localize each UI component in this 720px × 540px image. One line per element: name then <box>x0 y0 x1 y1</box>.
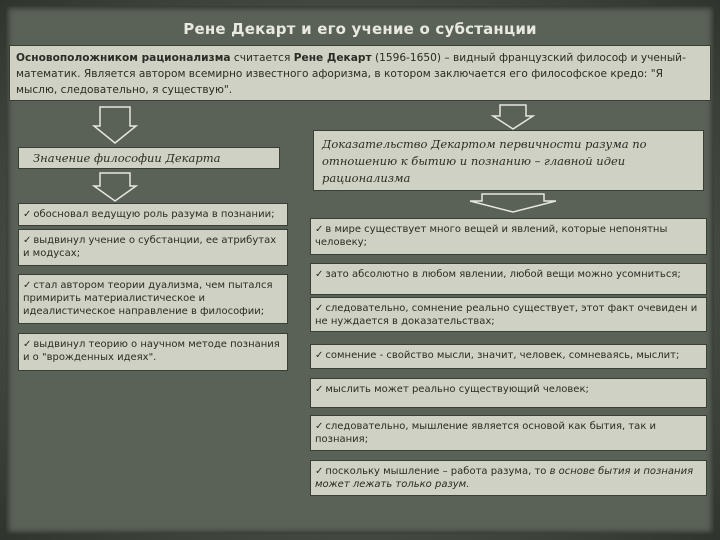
list-item <box>18 203 288 226</box>
right-heading: Доказательство Декартом первичности разума по отношению к бытию и познанию – главной идеи рационализма <box>313 130 704 191</box>
check-icon: ✓ <box>315 466 324 477</box>
list-item <box>18 229 288 266</box>
list-item <box>310 297 707 332</box>
right-item-text: зато абсолютно в любом явлении, любой вещи можно усомниться; <box>325 269 681 280</box>
check-icon: ✓ <box>315 269 324 280</box>
right-item-text: мыслить может реально существующий человек; <box>325 384 589 395</box>
right-item-text: поскольку мышление – работа разума, то <box>325 466 550 477</box>
arrow-down-icon <box>490 104 536 130</box>
list-item <box>310 378 707 408</box>
right-item-text: следовательно, сомнение реально существует, этот факт очевиден и не нуждается в доказательствах; <box>315 303 698 327</box>
check-icon: ✓ <box>315 384 324 395</box>
list-item <box>310 460 707 496</box>
left-item-text: выдвинул учение о субстанции, ее атрибутах и модусах; <box>23 235 277 259</box>
intro-bold-1: Основоположником рационализма <box>16 52 231 64</box>
list-item <box>310 344 707 369</box>
check-icon: ✓ <box>315 350 324 361</box>
list-item <box>310 415 707 451</box>
left-heading: Значение философии Декарта <box>18 147 280 169</box>
right-item-text: в мире существует много вещей и явлений, которые непонятны человеку; <box>315 224 668 248</box>
right-item-text: сомнение - свойство мысли, значит, человек, сомневаясь, мыслит; <box>325 350 680 361</box>
list-item <box>310 263 707 295</box>
intro-bold-2: Рене Декарт <box>293 52 372 64</box>
check-icon: ✓ <box>315 303 324 314</box>
left-item-text: обосновал ведущую роль разума в познании; <box>33 209 275 220</box>
list-item <box>18 274 288 324</box>
check-icon: ✓ <box>23 280 32 291</box>
intro-text-1: считается <box>230 52 294 64</box>
right-item-text: следовательно, мышление является основой как бытия, так и познания; <box>315 421 657 445</box>
left-item-text: стал автором теории дуализма, чем пытался примирить материалистическое и идеалистическое направление в философии; <box>23 280 273 317</box>
check-icon: ✓ <box>315 421 324 432</box>
list-item <box>310 218 707 255</box>
slide-title: Рене Декарт и его учение о субстанции <box>183 20 537 38</box>
check-icon: ✓ <box>315 224 324 235</box>
arrow-down-icon <box>468 193 558 213</box>
intro-text-2: (1596-1650) – видный французский философ и ученый-математик. Является автором всемирно известного афоризма, в котором заключается его философское кредо: "Я мыслю, следовательно, я существую". <box>16 52 686 96</box>
check-icon: ✓ <box>23 235 32 246</box>
list-item <box>18 333 288 371</box>
arrow-down-icon <box>92 106 138 144</box>
check-icon: ✓ <box>23 339 32 350</box>
left-item-text: выдвинул теорию о научном методе познания и о "врожденных идеях". <box>23 339 280 363</box>
check-icon: ✓ <box>23 209 32 220</box>
arrow-down-icon <box>92 172 138 202</box>
intro-box <box>9 45 711 101</box>
right-item-emphasis: в основе бытия и познания может лежать только разум. <box>315 466 694 490</box>
